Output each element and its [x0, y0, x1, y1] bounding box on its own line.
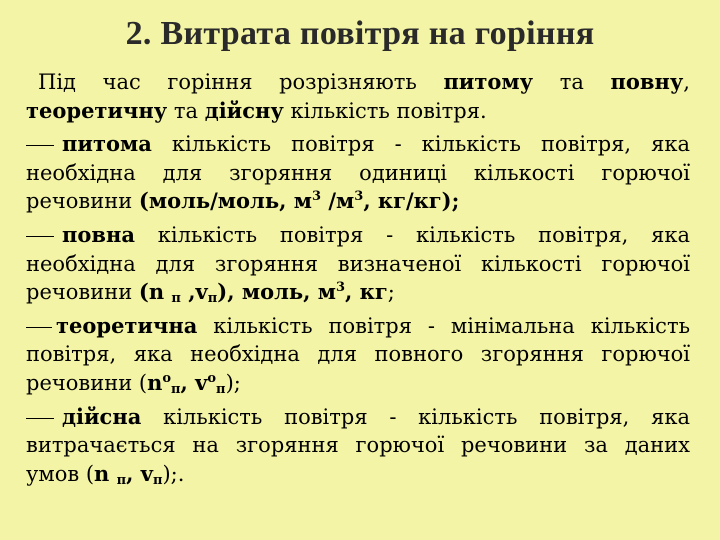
dash-bullet — [26, 236, 54, 237]
term-total: повну — [610, 69, 684, 94]
total-line-1: повна кількість повітря - кількість повітря, яка — [26, 221, 690, 250]
specific-line-1: питома кількість повітря - кількість повітря, яка — [26, 130, 690, 159]
actual-term: дійсна — [62, 403, 142, 429]
intro-line-2: теоретичну та дійсну кількість повітря. — [26, 97, 487, 123]
theoretical-definition — [26, 312, 690, 398]
term-actual: дійсну — [204, 97, 284, 123]
specific-units: (моль/моль, $м^3$ $/м^3$, кг/кг); — [138, 188, 460, 214]
total-line-2: необхідна для згоряння визначеної кількості горючої — [26, 251, 690, 276]
theoretical-symbols: $n^о_п$, $v^о_п$ — [147, 369, 226, 397]
intro-paragraph — [26, 68, 690, 125]
slide-title: 2. Витрата повітря на горіння — [125, 15, 595, 52]
specific-line-2: необхідна для згоряння одиниці кількості горючої — [26, 160, 690, 185]
theoretical-term: теоретична — [56, 312, 198, 338]
term-theoretical: теоретичну — [26, 97, 168, 123]
actual-line-1: дійсна кількість повітря - кількість повітря, яка — [26, 403, 690, 432]
total-line-3: речовини (n $_п$ $,v_п$), моль, $м^3$, кг; — [26, 279, 395, 307]
total-units: (n $_п$ $,v_п$), моль, $м^3$, кг — [138, 279, 388, 307]
specific-line-3: речовини (моль/моль, $м^3$ $/м^3$, кг/кг); — [26, 188, 460, 214]
actual-line-3: умов (n $_п$, $v_п$);. — [26, 460, 185, 488]
theoretical-line-2: повітря, яка необхідна для повного згоряння горючої — [26, 342, 690, 367]
slide-body — [26, 68, 690, 493]
actual-line-2: витрачається на згоряння горючої речовини за даних — [26, 433, 690, 458]
dash-bullet — [26, 327, 52, 328]
total-term: повна — [62, 221, 135, 247]
theoretical-line-3: речовини ($n^о_п$, $v^о_п$); — [26, 369, 241, 397]
term-specific: питому — [443, 69, 534, 94]
dash-bullet — [26, 418, 54, 419]
specific-definition — [26, 130, 690, 216]
total-definition — [26, 221, 690, 307]
theoretical-line-1: теоретична кількість повітря - мінімальна кількість — [26, 312, 690, 341]
actual-definition — [26, 403, 690, 489]
intro-line-1: Під час горіння розрізняють питому та повну, — [38, 69, 690, 94]
actual-symbols: n $_п$, $v_п$ — [94, 460, 163, 488]
dash-bullet — [26, 145, 54, 146]
specific-term: питома — [62, 131, 152, 157]
